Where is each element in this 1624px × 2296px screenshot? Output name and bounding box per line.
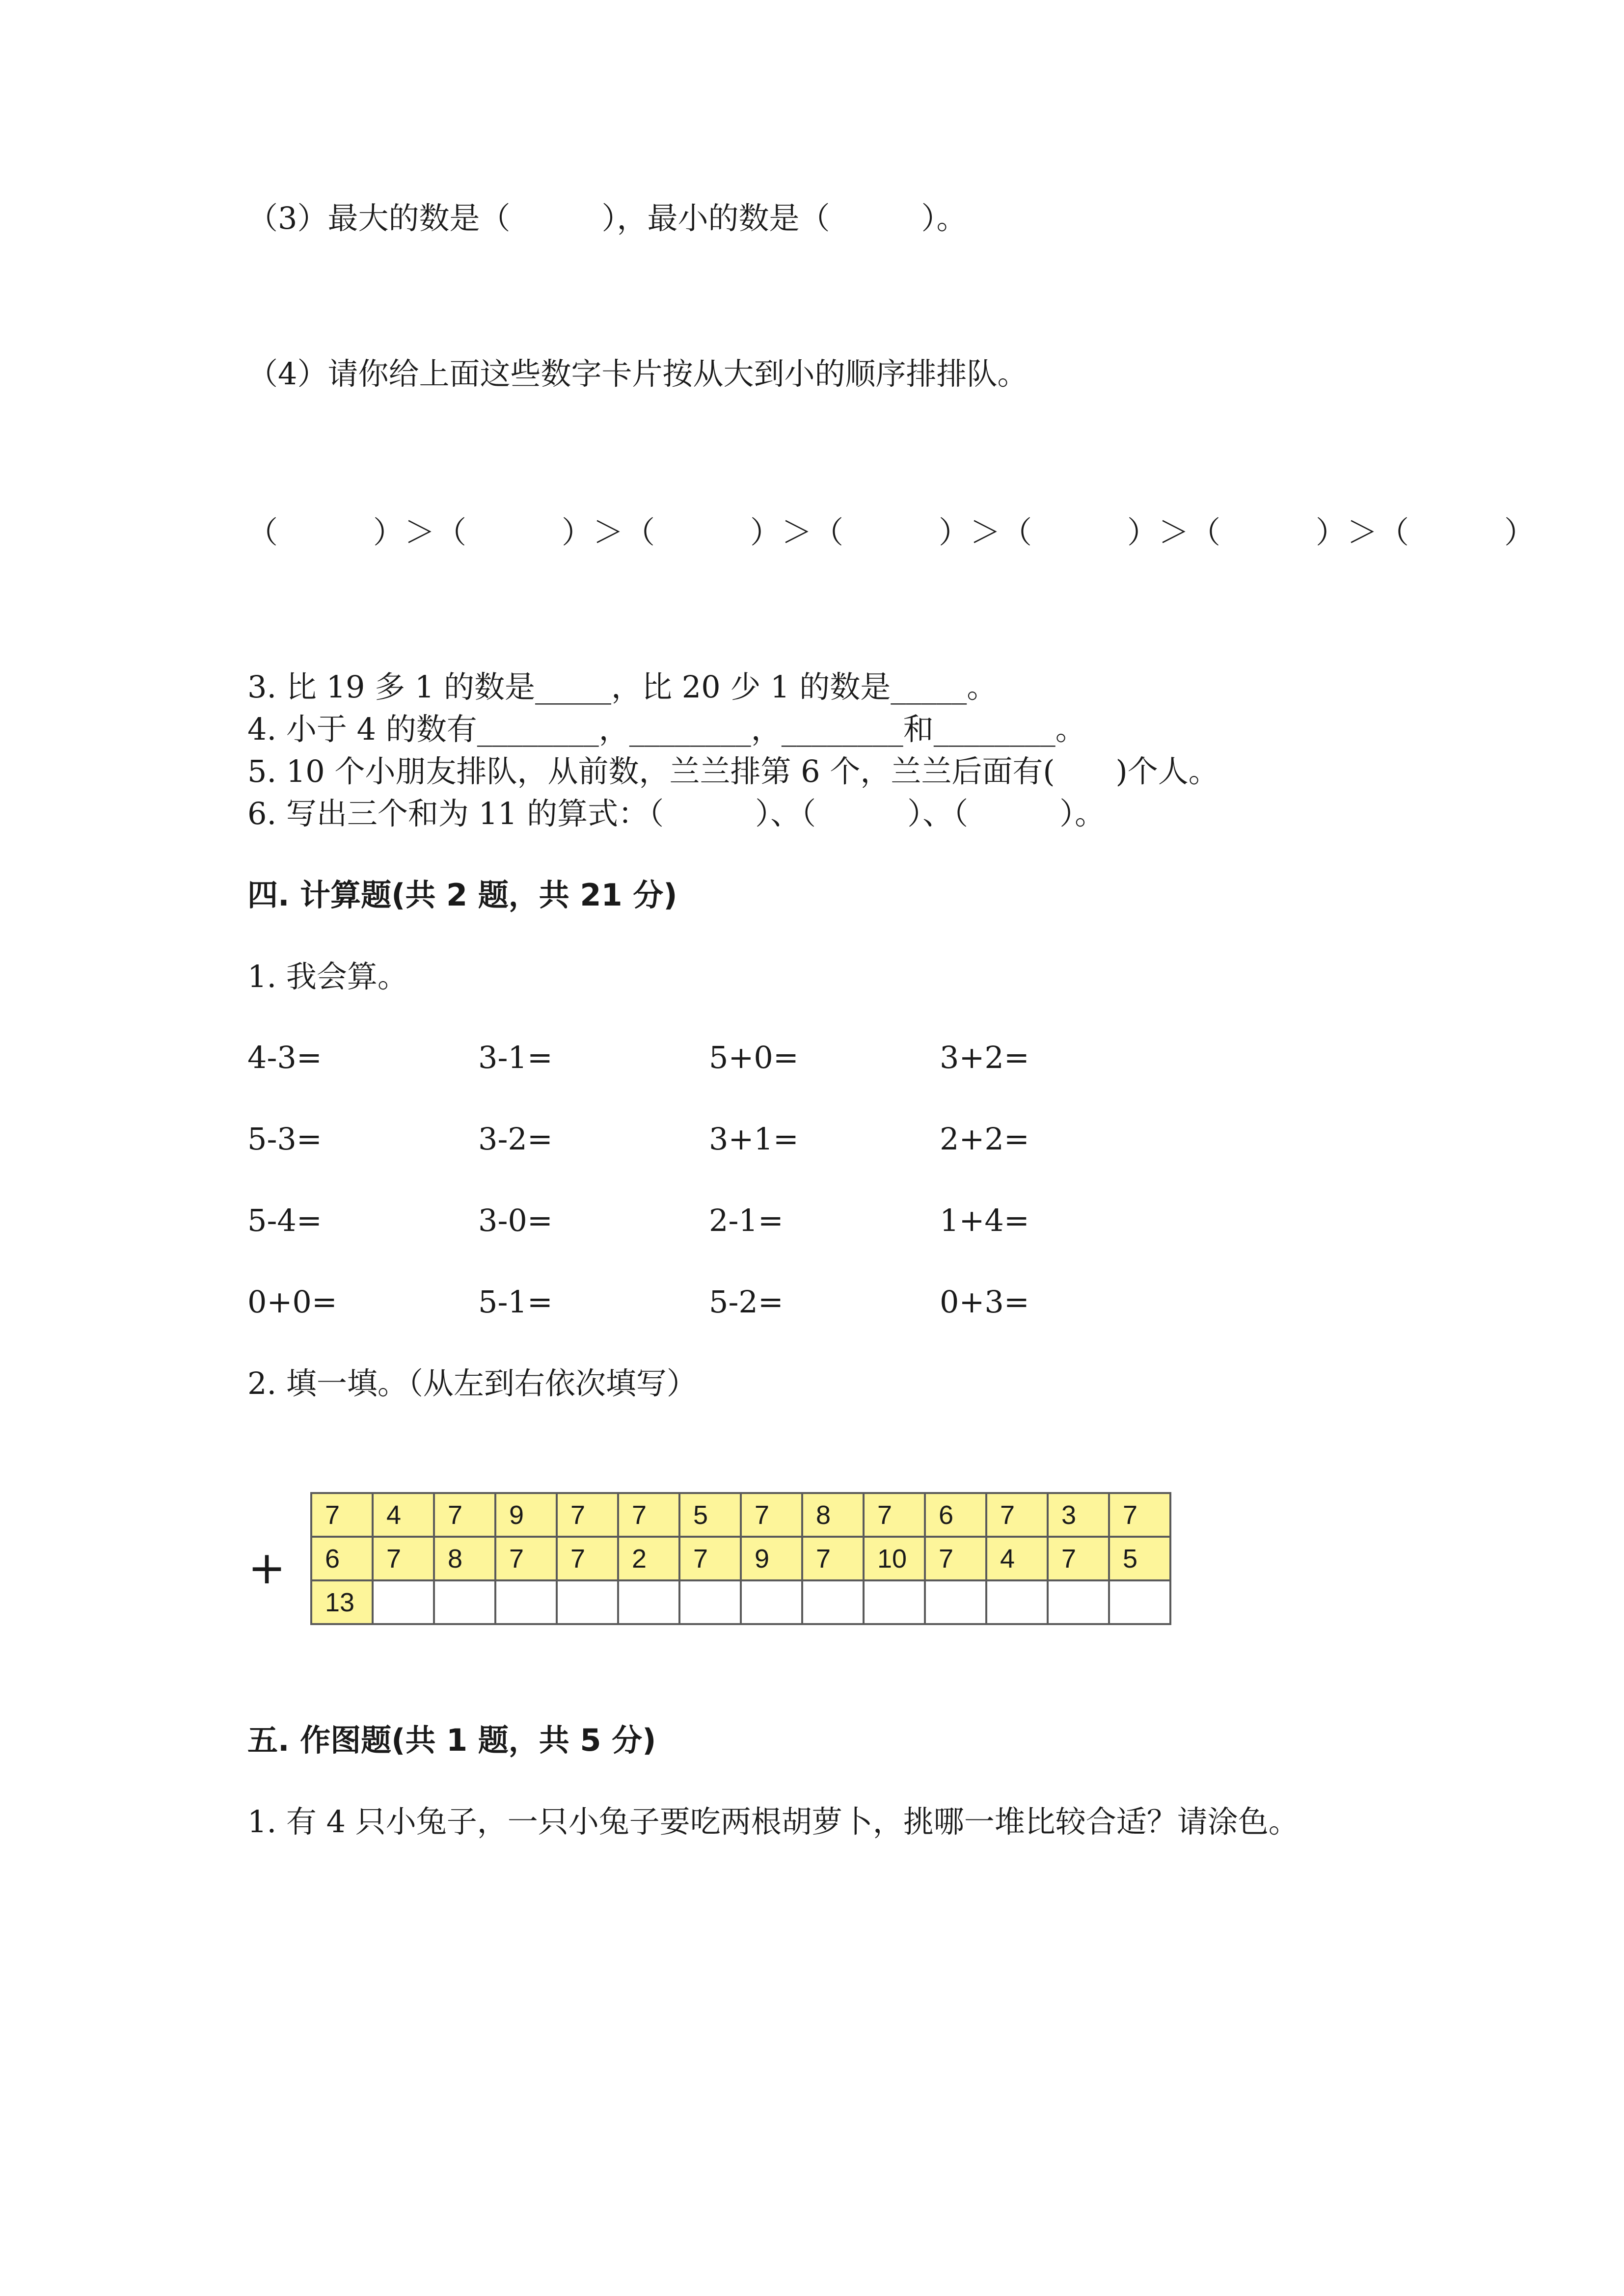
grid-cell-addend-1: 7 [311,1493,373,1537]
grid-cell-addend-1: 9 [495,1493,557,1537]
calc-item: 4-3= [247,1040,322,1075]
plus-sign: + [248,1542,286,1594]
grid-cell-sum[interactable] [373,1580,434,1624]
grid-cell-addend-1: 7 [618,1493,679,1537]
grid-cell-addend-2: 6 [311,1537,373,1580]
section-4-question-1: 1. 我会算。 [247,959,408,994]
problem-4: 4. 小于 4 的数有________，________，________和________。 [247,711,1086,747]
section-5-question-1: 1. 有 4 只小兔子，一只小兔子要吃两根胡萝卜，挑哪一堆比较合适？请涂色。 [247,1804,1299,1840]
calc-item: 3+1= [709,1121,799,1157]
calc-item: 3-2= [478,1121,553,1157]
grid-cell-addend-1: 5 [679,1493,741,1537]
grid-cell-addend-2: 8 [434,1537,495,1580]
grid-cell-addend-1: 3 [1048,1493,1109,1537]
grid-cell-sum[interactable] [495,1580,557,1624]
grid-cell-addend-1: 7 [557,1493,618,1537]
grid-row-addend-2 [311,1537,1170,1580]
grid-cell-addend-2: 7 [1048,1537,1109,1580]
section-4-question-2: 2. 填一填。（从左到右依次填写） [247,1365,697,1401]
calc-item: 2-1= [709,1202,784,1238]
grid-cell-addend-2: 2 [618,1537,679,1580]
grid-cell-addend-1: 6 [925,1493,986,1537]
calc-item: 3-0= [478,1202,553,1238]
grid-cell-addend-2: 10 [864,1537,925,1580]
grid-cell-sum[interactable] [802,1580,864,1624]
grid-cell-addend-2: 5 [1109,1537,1170,1580]
calc-item: 3+2= [940,1040,1029,1075]
question-3-max-min: （3）最大的数是（ ），最小的数是（ ）。 [247,200,967,236]
grid-cell-sum[interactable] [925,1580,986,1624]
calc-item: 5-2= [709,1284,784,1320]
grid-cell-addend-2: 4 [986,1537,1048,1580]
grid-cell-sum[interactable] [864,1580,925,1624]
grid-cell-addend-2: 7 [925,1537,986,1580]
grid-cell-addend-2: 7 [802,1537,864,1580]
problem-5: 5. 10 个小朋友排队，从前数，兰兰排第 6 个，兰兰后面有( )个人。 [247,753,1219,789]
calc-item: 5-4= [247,1202,322,1238]
grid-cell-addend-1: 7 [434,1493,495,1537]
calc-item: 5-1= [478,1284,553,1320]
calc-item: 2+2= [940,1121,1029,1157]
grid-cell-sum[interactable] [1109,1580,1170,1624]
grid-row-sum [311,1580,1170,1624]
grid-cell-addend-2: 7 [679,1537,741,1580]
grid-cell-addend-2: 7 [373,1537,434,1580]
calc-item: 3-1= [478,1040,553,1075]
problem-3: 3. 比 19 多 1 的数是_____，比 20 少 1 的数是_____。 [247,669,998,705]
grid-cell-sum[interactable] [434,1580,495,1624]
section-5-heading: 五. 作图题(共 1 题，共 5 分) [247,1722,656,1758]
grid-cell-sum[interactable] [1048,1580,1109,1624]
grid-cell-addend-2: 9 [741,1537,802,1580]
grid-cell-sum[interactable] [618,1580,679,1624]
addition-grid [310,1492,1171,1625]
grid-cell-sum: 13 [311,1580,373,1624]
grid-cell-sum[interactable] [679,1580,741,1624]
grid-cell-addend-1: 7 [1109,1493,1170,1537]
grid-cell-sum[interactable] [986,1580,1048,1624]
grid-cell-addend-1: 4 [373,1493,434,1537]
order-blanks-row: （ ）＞（ ）＞（ ）＞（ ）＞（ ）＞（ ）＞（ ） [247,514,1536,550]
section-4-heading: 四. 计算题(共 2 题，共 21 分) [247,877,677,913]
calc-item: 5+0= [709,1040,799,1075]
calc-item: 0+3= [940,1284,1029,1320]
grid-cell-sum[interactable] [741,1580,802,1624]
calc-item: 5-3= [247,1121,322,1157]
grid-cell-addend-1: 7 [741,1493,802,1537]
grid-cell-addend-2: 7 [557,1537,618,1580]
problem-6: 6. 写出三个和为 11 的算式：（ ）、（ ）、（ ）。 [247,796,1106,831]
grid-cell-addend-1: 7 [986,1493,1048,1537]
calc-item: 1+4= [940,1202,1029,1238]
grid-cell-addend-1: 8 [802,1493,864,1537]
grid-cell-addend-2: 7 [495,1537,557,1580]
grid-row-addend-1 [311,1493,1170,1537]
grid-cell-addend-1: 7 [864,1493,925,1537]
question-4-sort-cards: （4）请你给上面这些数字卡片按从大到小的顺序排排队。 [247,356,1028,392]
calc-item: 0+0= [247,1284,337,1320]
grid-cell-sum[interactable] [557,1580,618,1624]
